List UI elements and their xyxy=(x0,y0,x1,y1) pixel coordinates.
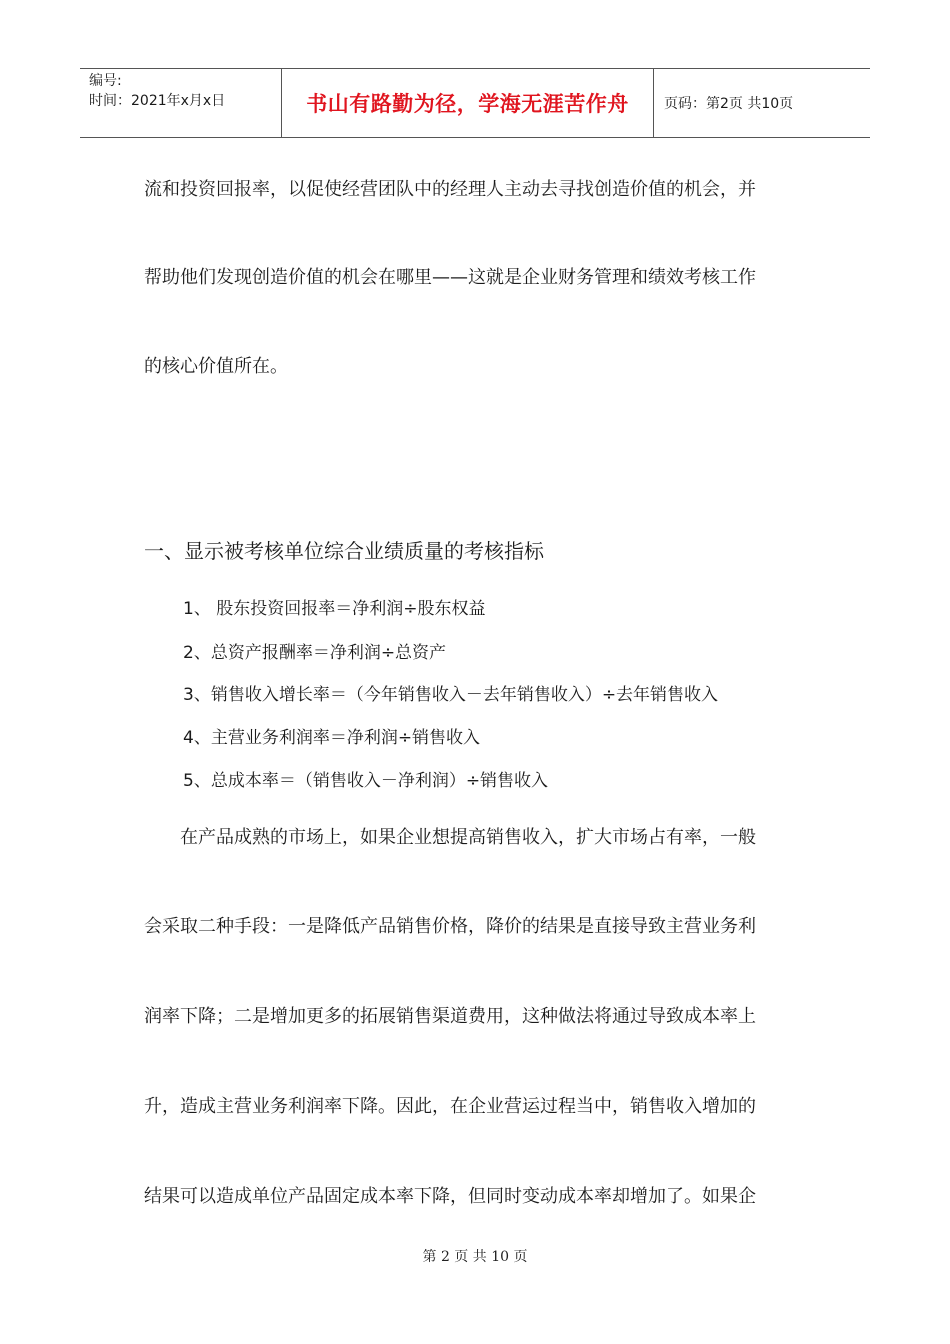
paragraph-line: 在产品成熟的市场上，如果企业想提高销售收入，扩大市场占有率，一般 xyxy=(180,827,756,848)
indicator-item: 2、总资产报酬率＝净利润÷总资产 xyxy=(183,643,447,663)
paragraph-line: 升，造成主营业务利润率下降。因此，在企业营运过程当中，销售收入增加的 xyxy=(144,1096,756,1117)
paragraph-line: 的核心价值所在。 xyxy=(144,356,288,377)
indicator-item: 5、总成本率＝（销售收入－净利润）÷销售收入 xyxy=(183,771,549,791)
paragraph-line: 流和投资回报率，以促使经营团队中的经理人主动去寻找创造价值的机会，并 xyxy=(144,179,756,200)
paragraph-line: 润率下降；二是增加更多的拓展销售渠道费用，这种做法将通过导致成本率上 xyxy=(144,1006,756,1027)
indicator-item: 3、销售收入增长率＝（今年销售收入－去年销售收入）÷去年销售收入 xyxy=(183,685,719,705)
header-page-info: 页码：第2页 共10页 xyxy=(664,96,794,112)
indicator-item: 1、 股东投资回报率＝净利润÷股东权益 xyxy=(183,599,486,619)
header-meta-cell xyxy=(80,69,282,137)
paragraph-line: 会采取二种手段：一是降低产品销售价格，降价的结果是直接导致主营业务利 xyxy=(144,916,756,937)
indicator-item: 4、主营业务利润率＝净利润÷销售收入 xyxy=(183,728,481,748)
header-motto: 书山有路勤为径，学海无涯苦作舟 xyxy=(282,69,654,137)
document-number-label: 编号: xyxy=(89,73,122,89)
document-date-label: 时间：2021年x月x日 xyxy=(89,93,226,109)
paragraph-line: 帮助他们发现创造价值的机会在哪里——这就是企业财务管理和绩效考核工作 xyxy=(144,267,756,288)
paragraph-line: 结果可以造成单位产品固定成本率下降，但同时变动成本率却增加了。如果企 xyxy=(144,1186,756,1207)
document-header xyxy=(80,68,870,138)
page-footer: 第 2 页 共 10 页 xyxy=(422,1249,528,1265)
section-heading: 一、显示被考核单位综合业绩质量的考核指标 xyxy=(144,539,544,563)
